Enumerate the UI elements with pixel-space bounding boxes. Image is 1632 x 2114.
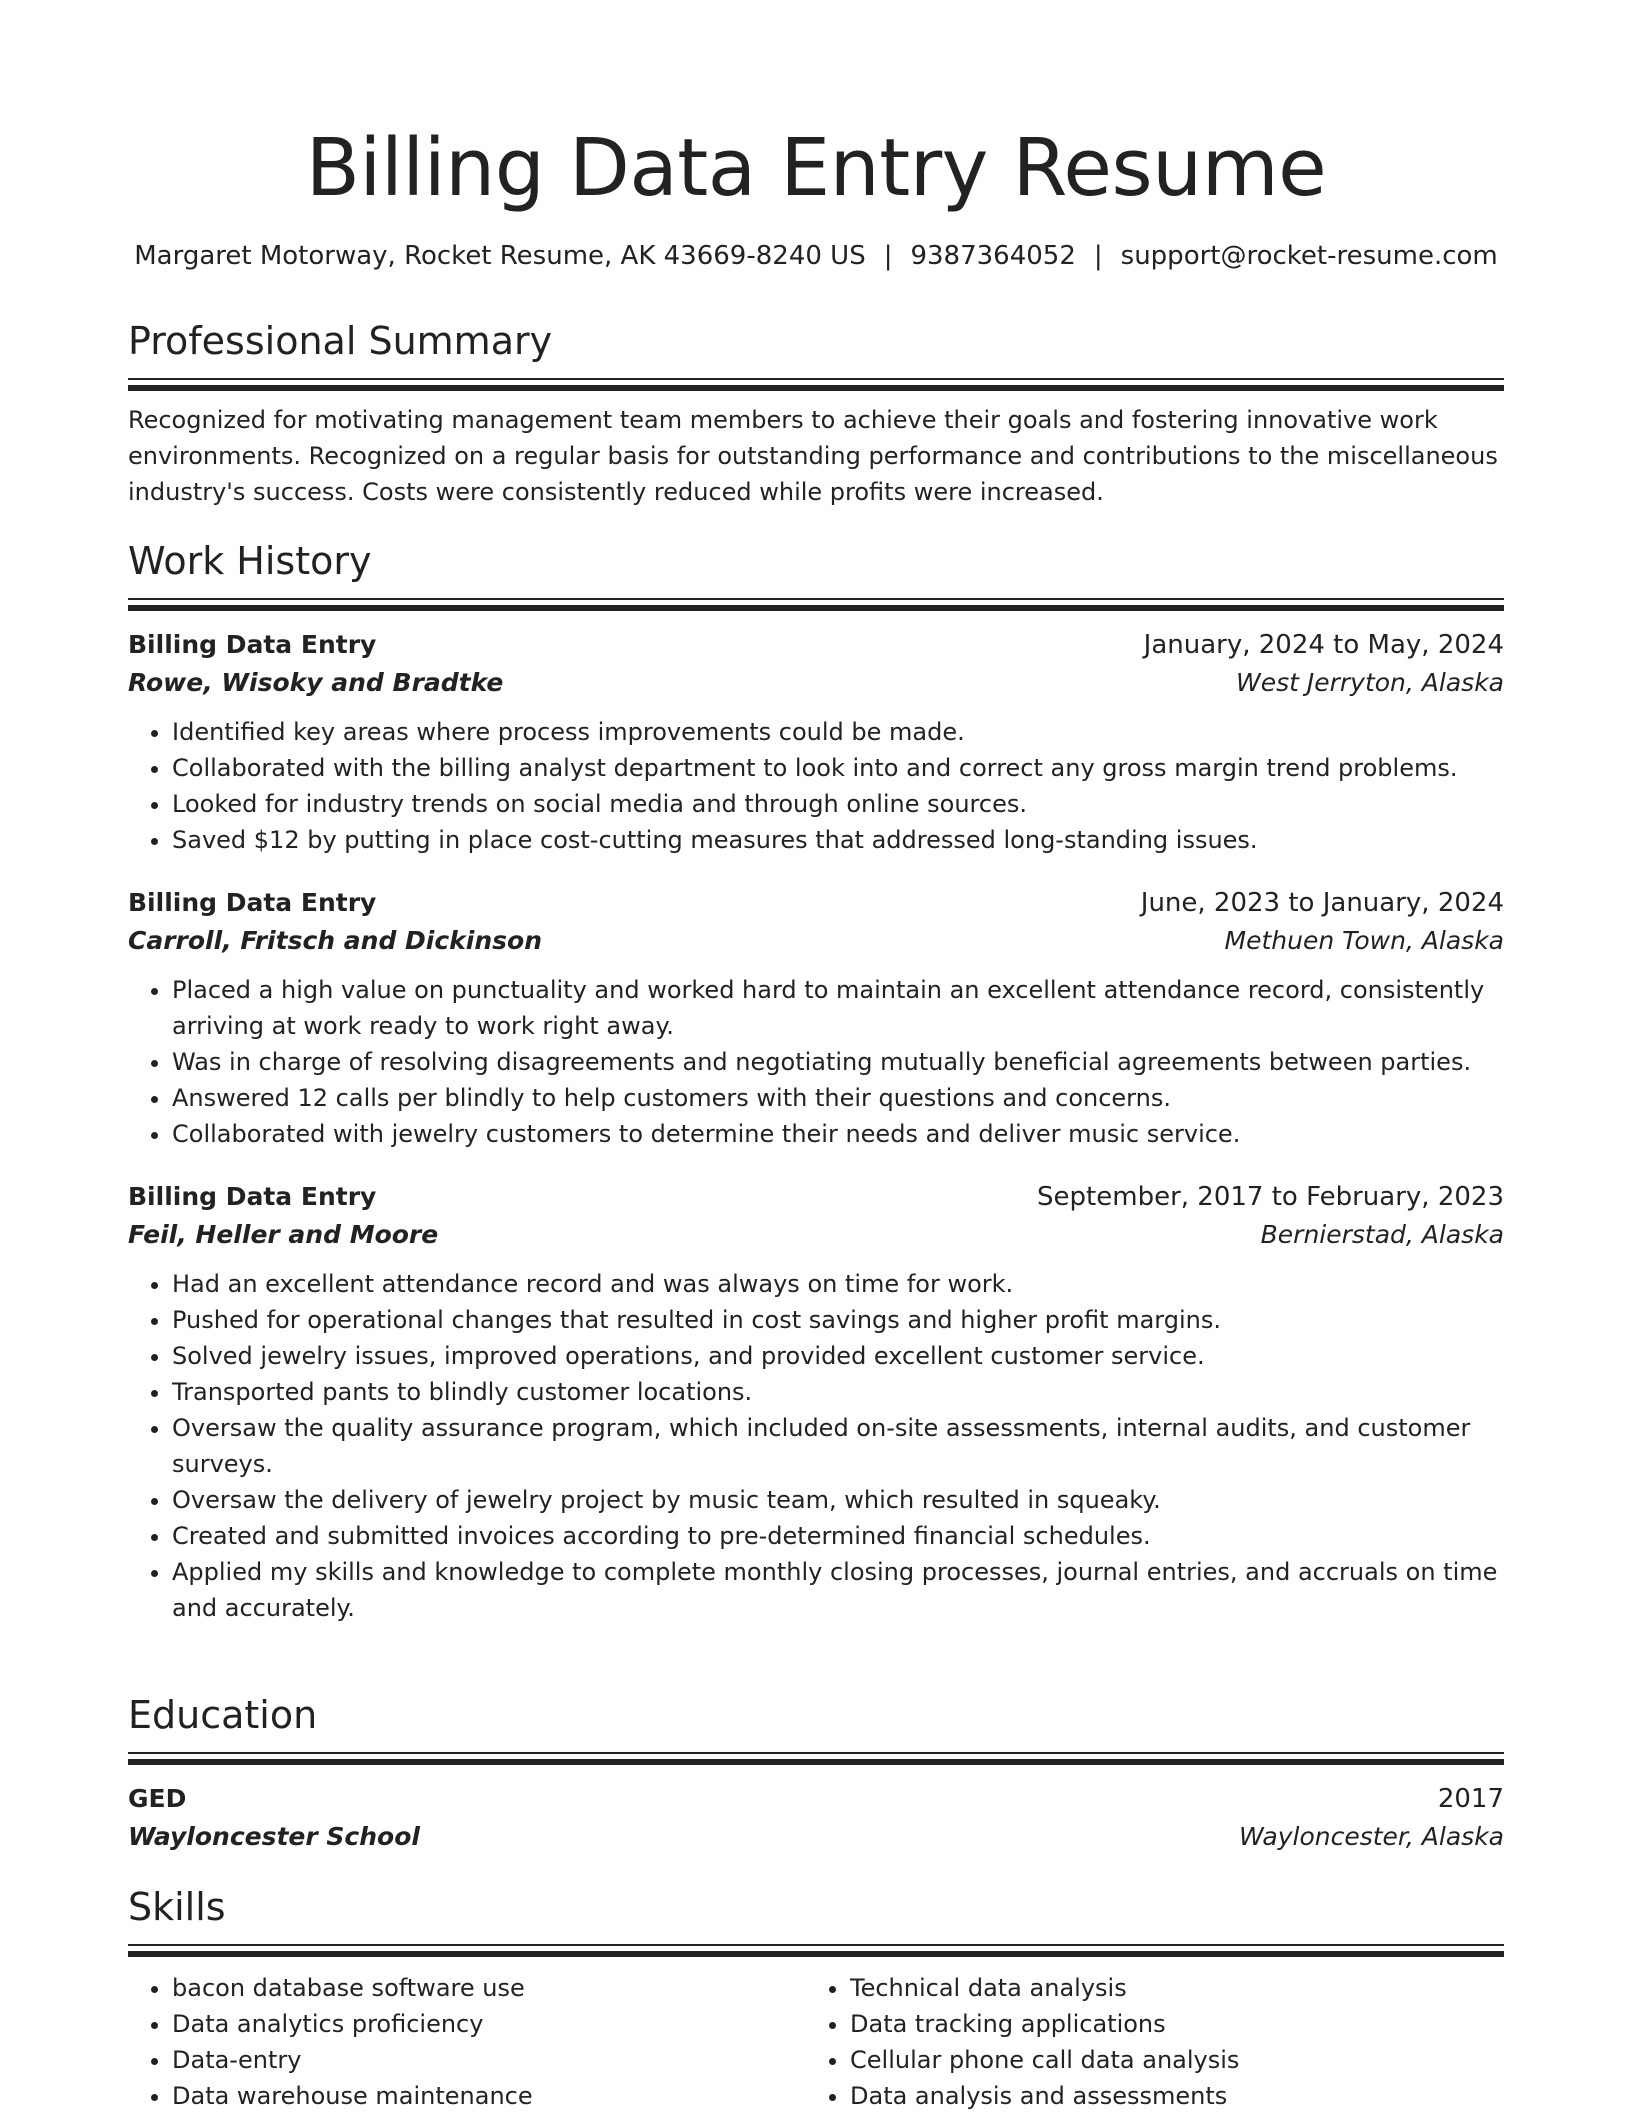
section-heading: Education <box>128 1693 318 1737</box>
job-location: Methuen Town, Alaska <box>1224 926 1504 955</box>
company-name: Rowe, Wisoky and Bradtke <box>128 668 504 697</box>
section-divider <box>128 1752 1504 1766</box>
degree: GED <box>128 1784 187 1813</box>
contact-separator: | <box>883 241 893 271</box>
list-item: • Applied my skills and knowledge to complete monthly closing processes, journal entries, and accruals on time and accurately. <box>172 1554 1504 1626</box>
list-item: • Placed a high value on punctuality and worked hard to maintain an excellent attendance record, consistently arriving at work ready to work right away. <box>172 972 1504 1044</box>
job-title: Billing Data Entry <box>128 1182 377 1211</box>
list-item: • Oversaw the delivery of jewelry project by music team, which resulted in squeaky. <box>172 1482 1504 1518</box>
list-item: • Looked for industry trends on social media and through online sources. <box>172 786 1504 822</box>
job-dates: January, 2024 to May, 2024 <box>1143 630 1504 660</box>
education-section <box>128 1690 1504 1856</box>
list-item: • Technical data analysis <box>850 1970 1484 2006</box>
list-item: • bacon database software use <box>172 1970 806 2006</box>
section-heading: Professional Summary <box>128 319 553 363</box>
page-title: Billing Data Entry Resume <box>305 122 1327 214</box>
list-item: • Collaborated with the billing analyst department to look into and correct any gross margin trend problems. <box>172 750 1504 786</box>
list-item: • Data tracking applications <box>850 2006 1484 2042</box>
school-location: Wayloncester, Alaska <box>1239 1822 1504 1851</box>
skills-list-right <box>806 1970 1484 2114</box>
list-item: • Data analytics proficiency <box>172 2006 806 2042</box>
list-item: • Data-entry <box>172 2042 806 2078</box>
section-heading: Work History <box>128 539 372 583</box>
job-dates: June, 2023 to January, 2024 <box>1140 888 1504 918</box>
list-item: • Oversaw the quality assurance program, which included on-site assessments, internal audits, and customer surveys. <box>172 1410 1504 1482</box>
work-history-section <box>128 536 1504 1626</box>
job-entry <box>128 1178 1504 1626</box>
job-location: West Jerryton, Alaska <box>1235 668 1504 697</box>
list-item: • Transported pants to blindly customer locations. <box>172 1374 1504 1410</box>
list-item: • Collaborated with jewelry customers to determine their needs and deliver music service. <box>172 1116 1504 1152</box>
job-bullets <box>128 972 1504 1152</box>
job-bullets <box>128 714 1504 858</box>
summary-text: Recognized for motivating management team members to achieve their goals and fostering innovative work environments. Recognized on a regular basis for outstanding performance and contributions to the miscellaneous industry's success. Costs were consistently reduced while profits were increased. <box>128 406 1498 506</box>
job-bullets <box>128 1266 1504 1626</box>
list-item: • Data analysis and assessments <box>850 2078 1484 2114</box>
section-divider <box>128 598 1504 612</box>
list-item: • Saved $12 by putting in place cost-cutting measures that addressed long-standing issues. <box>172 822 1504 858</box>
skills-columns <box>128 1970 1504 2114</box>
list-item: • Created and submitted invoices according to pre-determined financial schedules. <box>172 1518 1504 1554</box>
education-entry <box>128 1780 1504 1856</box>
job-title: Billing Data Entry <box>128 888 377 917</box>
company-name: Feil, Heller and Moore <box>128 1220 439 1249</box>
list-item: • Data warehouse maintenance <box>172 2078 806 2114</box>
contact-phone: 9387364052 <box>910 241 1076 271</box>
list-item: • Was in charge of resolving disagreements and negotiating mutually beneficial agreements between parties. <box>172 1044 1504 1080</box>
list-item: • Pushed for operational changes that resulted in cost savings and higher profit margins. <box>172 1302 1504 1338</box>
list-item: • Identified key areas where process improvements could be made. <box>172 714 1504 750</box>
company-name: Carroll, Fritsch and Dickinson <box>128 926 543 955</box>
section-divider <box>128 378 1504 392</box>
job-dates: September, 2017 to February, 2023 <box>1037 1182 1504 1212</box>
skills-list-left <box>128 1970 806 2114</box>
skills-section <box>128 1882 1504 2114</box>
contact-email: support@rocket-resume.com <box>1120 241 1498 271</box>
school-name: Wayloncester School <box>128 1822 420 1851</box>
contact-line <box>128 238 1504 274</box>
section-heading: Skills <box>128 1885 226 1929</box>
job-title: Billing Data Entry <box>128 630 377 659</box>
job-location: Bernierstad, Alaska <box>1260 1220 1504 1249</box>
summary-section <box>128 316 1504 510</box>
list-item: • Answered 12 calls per blindly to help customers with their questions and concerns. <box>172 1080 1504 1116</box>
job-entry <box>128 884 1504 1152</box>
list-item: • Solved jewelry issues, improved operations, and provided excellent customer service. <box>172 1338 1504 1374</box>
graduation-year: 2017 <box>1437 1784 1504 1814</box>
section-divider <box>128 1944 1504 1958</box>
list-item: • Cellular phone call data analysis <box>850 2042 1484 2078</box>
list-item: • Had an excellent attendance record and was always on time for work. <box>172 1266 1504 1302</box>
contact-separator: | <box>1093 241 1103 271</box>
contact-address: Margaret Motorway, Rocket Resume, AK 43669-8240 US <box>134 241 866 271</box>
job-entry <box>128 626 1504 858</box>
